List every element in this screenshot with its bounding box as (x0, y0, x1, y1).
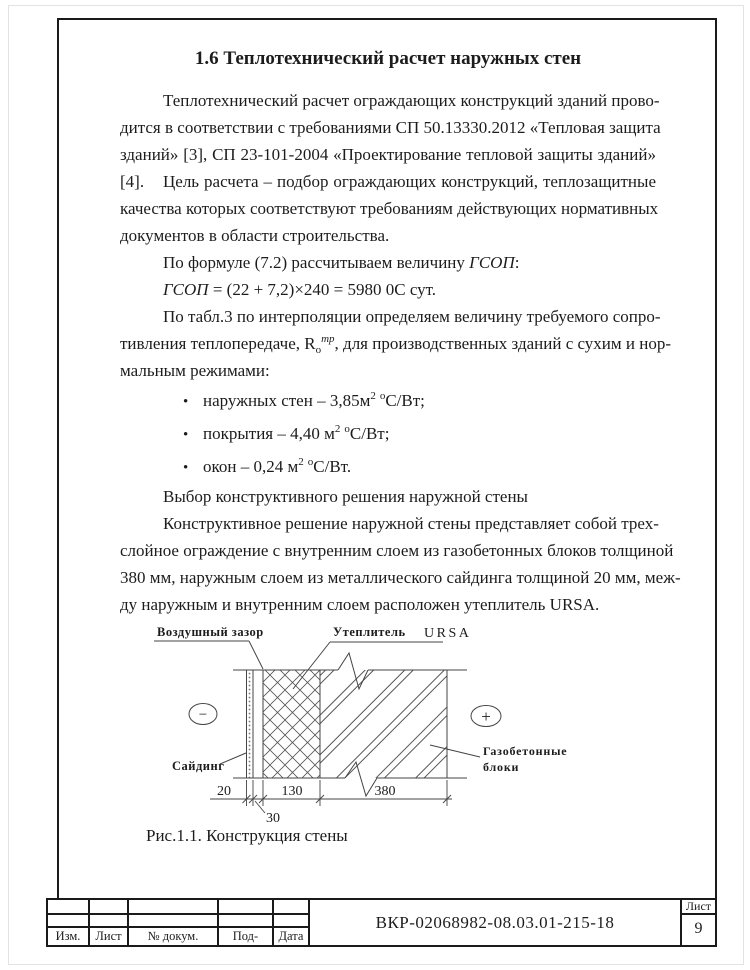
insulation-layer (263, 670, 320, 778)
bullet-text: наружных стен – 3,85м (203, 391, 371, 410)
stamp-col-list: Лист (90, 928, 129, 945)
dim-380: 380 (374, 784, 396, 799)
paragraph-line: ду наружным и внутренним слоем расположен утеплитель URSA. (120, 595, 600, 614)
title-block-revision-table (48, 900, 310, 945)
formula-intro (120, 249, 656, 276)
bullet-marker-icon: • (183, 460, 189, 476)
stamp-cell (90, 915, 129, 928)
formula-intro-text: По формуле (7.2) рассчитываем величину (163, 253, 470, 272)
siding-layer (247, 670, 254, 778)
text-content (120, 45, 681, 618)
paragraph-line: По табл.3 по интерполяции определяем величину требуемого сопро- (163, 307, 661, 326)
stamp-col-podpis: Под- (219, 928, 274, 945)
bullet-text: покрытия – 4,40 м (203, 424, 335, 443)
paragraph-line: дится в соответствии с требованиями СП 50.13330.2012 «Тепловая защита (120, 118, 661, 137)
stamp-cell (219, 900, 274, 915)
stamp-cell (274, 915, 310, 928)
paragraph-line: Теплотехнический расчет ограждающих конструкций зданий прово- (163, 91, 660, 110)
stamp-cell (219, 915, 274, 928)
document-number: ВКР-02068982-08.03.01-215-18 (310, 900, 682, 945)
subsection-line: Выбор конструктивного решения наружной стены (163, 487, 528, 506)
stamp-cell (129, 900, 219, 915)
paragraph-line: документов в области строительства. (120, 226, 390, 245)
dim-30: 30 (266, 811, 280, 826)
stamp-col-docnum: № докум. (129, 928, 219, 945)
gsop-term: ГСОП (469, 253, 515, 272)
title-block (46, 898, 717, 947)
r-superscript: тр (321, 333, 335, 345)
blocks-layer (320, 670, 447, 778)
stamp-cell (274, 900, 310, 915)
plus-sign: + (481, 707, 491, 726)
minus-sign: − (198, 707, 208, 723)
paragraph-line: мальным режимами: (120, 361, 270, 380)
r-subscript: о (315, 344, 322, 356)
paragraph-line: 380 мм, наружным слоем из металлического сайдинга толщиной 20 мм, меж- (120, 568, 681, 587)
paragraph-line: Конструктивное решение наружной стены представляет собой трех- (163, 514, 659, 533)
air-gap-label: Воздушный зазор (157, 625, 264, 639)
paragraph-line: зданий» [3], СП 23-101-2004 «Проектирование тепловой защиты зданий» [4]. (120, 145, 656, 191)
dim-130: 130 (281, 784, 303, 799)
p3-pre: тивления теплопередаче, R (120, 334, 316, 353)
paragraph-line: Цель расчета – подбор ограждающих конструкций, теплозащитные (163, 172, 656, 191)
insulation-label: Утеплитель (333, 625, 406, 639)
stamp-col-data: Дата (274, 928, 310, 945)
degree-sign: о (379, 390, 386, 402)
degree-sign: о (344, 423, 350, 435)
bullet-text: окон – 0,24 м (203, 457, 299, 476)
dim-20: 20 (217, 784, 231, 799)
formula-intro-colon: : (514, 253, 520, 272)
stamp-cell (48, 900, 90, 915)
section-title: 1.6 Теплотехнический расчет наружных стен (194, 48, 582, 69)
sup-2: 2 (298, 456, 304, 468)
stamp-cell (48, 915, 90, 928)
bullet-item (120, 417, 656, 450)
bullet-units: С/Вт; (349, 424, 390, 443)
formula-rest: = (22 + 7,2)×240 = 5980 0С сут. (208, 280, 437, 299)
wall-construction-figure (140, 615, 600, 830)
paragraph-line: качества которых соответствуют требованиям действующих нормативных (120, 199, 659, 218)
sheet-label: Лист (682, 900, 715, 915)
bullet-marker-icon: • (183, 394, 189, 410)
blocks-label-line2: блоки (483, 760, 520, 774)
paragraph-line: слойное ограждение с внутренним слоем из газобетонных блоков толщиной (120, 541, 674, 560)
bullet-units: С/Вт. (313, 457, 352, 476)
bullet-item (120, 450, 656, 483)
figure-caption: Рис.1.1. Конструкция стены (146, 826, 348, 845)
paragraph-line (120, 330, 672, 357)
insulation-brand-label: URSA (424, 626, 472, 641)
stamp-cell (90, 900, 129, 915)
sheet-box (682, 900, 715, 945)
stamp-cell (129, 915, 219, 928)
p3-post: , для производственных зданий с сухим и нор- (334, 334, 672, 353)
bullet-item (120, 384, 656, 417)
degree-sign: о (307, 456, 314, 468)
sup-2: 2 (334, 423, 341, 435)
sup-2: 2 (370, 390, 376, 402)
bullet-units: С/Вт; (385, 391, 425, 410)
sheet-number: 9 (694, 920, 703, 937)
stamp-col-izm: Изм. (48, 928, 90, 945)
bullet-marker-icon: • (183, 427, 189, 443)
siding-label: Сайдинг (172, 759, 225, 773)
blocks-label-line1: Газобетонные (483, 744, 568, 758)
formula (120, 276, 656, 303)
gsop-term: ГСОП (163, 280, 209, 299)
